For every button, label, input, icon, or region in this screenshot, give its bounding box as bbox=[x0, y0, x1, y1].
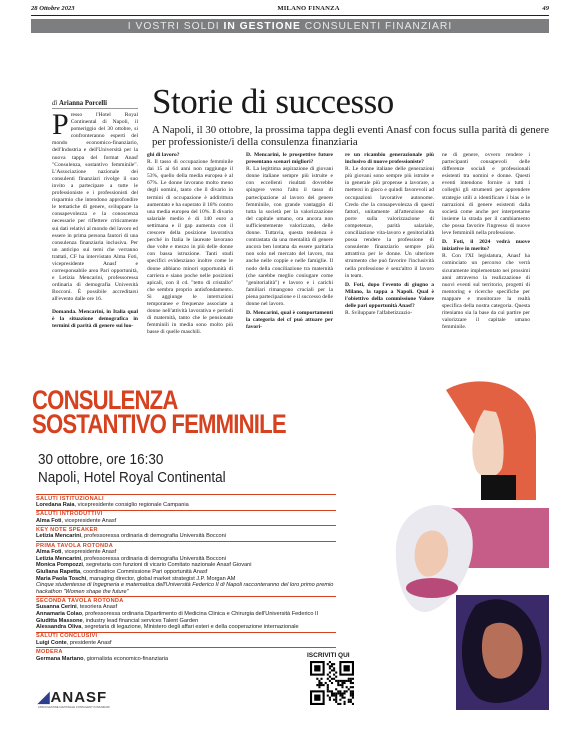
article-column-1 bbox=[52, 108, 138, 330]
article-column-3 bbox=[246, 152, 333, 331]
program-section-heading: SECONDA TAVOLA ROTONDA bbox=[36, 596, 336, 604]
speaker-name: Susanna Cerini bbox=[36, 604, 77, 611]
logo-subtitle: ASSOCIAZIONE NAZIONALE CONSULENTI FINANZIARI bbox=[38, 706, 110, 709]
speaker-name: Luigi Conte bbox=[36, 639, 67, 646]
question: re un ricambio generazionale più inclusivo di nuove professioniste? bbox=[345, 152, 434, 166]
speaker-name: Germana Martano bbox=[36, 655, 84, 662]
speaker-role: , presidente Anasf bbox=[66, 639, 112, 646]
speaker-role: , vicepresidente Anasf bbox=[61, 549, 117, 556]
qr-label: ISCRIVITI QUI bbox=[307, 652, 350, 659]
logo-text: ◢ANASF bbox=[38, 689, 108, 706]
article-column-2 bbox=[147, 152, 233, 336]
section-band bbox=[31, 19, 549, 33]
speaker-role: , professoressa ordinaria Dipartimento di Medicina Clinica e Chirurgia dell'Università Federico II bbox=[82, 611, 319, 617]
column-1-text: resso l'Hotel Royal Continental di Napoli, il pomeriggio del 30 ottobre, si confronteranno esperti del mondo economico-finanziario, dell'Industria e dell'Università per la nuova tappa del format Anasf "Consulenza, sostantivo femminile". L'Associazione nazionale dei consulenti finanziari rivolge il suo invito a partecipare a tutte le professioniste e i professionisti del risparmio che intendono approfondire le tematiche di genere, sviluppare la consapevolezza e la conoscenza necessarie per riflettere criticamente sui dati relativi al mondo del lavoro ed essere in prima persona fautori di una consulenza finanziaria inclusiva. Per un anticipo sui temi che verranno trattati, CF ha intervistato Alma Foti, vicepresidente Anasf e corresponsabile area Pari opportunità, e Letizia Mencarini, professoressa ordinaria di demografia Università Bocconi. È possibile accreditarsi all'evento dalle ore 16. bbox=[52, 112, 138, 303]
page-number: 49 bbox=[542, 5, 549, 12]
program-speaker bbox=[36, 576, 336, 583]
speaker-name: Annamaria Colao bbox=[36, 611, 83, 617]
question: ghi di lavoro? bbox=[147, 152, 180, 158]
header-rule bbox=[31, 15, 549, 16]
speaker-name: Monica Pompozzi bbox=[36, 562, 83, 569]
page-header bbox=[31, 3, 549, 14]
speaker-role: , vicepresidente consiglio regionale Campania bbox=[74, 502, 189, 509]
logo-name: ANASF bbox=[50, 689, 108, 706]
program-section-heading: MODERA bbox=[36, 647, 336, 655]
speaker-role: , professoressa ordinaria di demografia Università Bocconi bbox=[81, 533, 226, 540]
program-speaker bbox=[36, 549, 336, 556]
answer: R. Sviluppare l'alfabetizzazio- bbox=[345, 310, 413, 317]
answer: R. Con l'XI legislatura, Anasf ha cominciato un percorso che verrà sicuramente implementato nei prossimi anni attraverso la realizzazione di nuovi eventi sul territorio, progetti di mentoring e ricerche specifiche per mappare e monitorare la realtà specifica della nostra categoria. Questa riteniamo sia la base da cui partire per valorizzare il capitale umano femminile. bbox=[442, 253, 530, 331]
speaker-name: Giuliana Rapetta bbox=[36, 568, 81, 575]
promo-date-venue bbox=[38, 451, 226, 487]
program-note: Cinque studentesse di Ingegneria e matematica dell'Università Federico II di Napoli racconteranno del loro primo premio hackathon "Women shape the future" bbox=[36, 582, 334, 595]
program-section-heading: SALUTI CONCLUSIVI bbox=[36, 632, 336, 640]
answer: ne di genere, ovvero rendere i partecipanti consapevoli delle differenze sociali e professionali esistenti tra uomini e donne. Questi eventi intendono fornire a tutti i colleghi gli strumenti per apprendere strategie utili a identificare i bias e le narrazioni di genere esistenti dalla società come anche per interpretarne insieme la strada per il cambiamento che possa favorire l'ingresso di nuove leve femminili nella professione. bbox=[442, 152, 530, 237]
program-speaker bbox=[36, 533, 336, 540]
speaker-name: Alessandra Oliva bbox=[36, 624, 82, 631]
program-speaker bbox=[36, 618, 336, 625]
program-speaker bbox=[36, 624, 336, 631]
speaker-name: Letizia Mencarini bbox=[36, 533, 82, 540]
event-program bbox=[36, 493, 336, 662]
answer: R. Le donne italiane delle generazioni più giovani sono sempre più istruite e in generale più propense a lavorare, a mettersi in gioco e quindi favorevoli ad occupazioni lavorative autonome. Credo che la consapevolezza di questi fattori, unitamente all'attenzione da porre sulla valorizzazione di competenze, parità salariale, conciliazione vita-lavoro e genitorialità possa rendere la professione di consulente finanziario sempre più attrattiva per le donne. Un ulteriore strumento che può favorire l'inclusività nella professione è senz'altro il lavoro in team. bbox=[345, 166, 434, 279]
program-speaker bbox=[36, 611, 336, 618]
program-speaker bbox=[36, 502, 336, 509]
speaker-role: , managing director, global market strategist J.P. Morgan AM bbox=[86, 575, 236, 582]
question: D. Mencarini, qual è comportamenti la categoria dei cf può attuare per favori- bbox=[246, 310, 333, 331]
question: Domanda. Mencarini, in Italia qual è la situazione demografica in termini di parità di genere sui luo- bbox=[52, 308, 138, 329]
question: D. Mencarini, le prospettive future presentano scenari migliori? bbox=[246, 152, 333, 166]
speaker-role: , professoressa ordinaria di demografia Università Bocconi bbox=[81, 555, 226, 562]
speaker-role: , segretaria di legazione, Ministero degli affari esteri e della cooperazione internazionale bbox=[81, 624, 299, 631]
headline: Storie di successo bbox=[152, 82, 394, 121]
program-speaker bbox=[36, 569, 336, 576]
issue-date: 28 Ottobre 2023 bbox=[31, 5, 75, 12]
promo-title bbox=[32, 385, 286, 439]
answer: R. Il tasso di occupazione femminile dai 15 ai 64 anni non raggiunge il 53%, quello della media europea è al 67%. Le donne lavorano molto meno degli uomini, tanto che il divario in termini di occupazione è addirittura aumentato e ha superato il 18% contro una media europea del 10%. Il divario salariale medio è di 140 euro a settimana e il gap aumenta con il crescere della posizione lavorativa perché in Italia le laureate lavorano due volte e mezzo in più delle donne con bassa istruzione. Tanti studi specifici evidenziano inoltre come le donne abbiano minori opportunità di carriera e siano poche nelle posizioni apicali, con il cd. "tetto di cristallo" che sembra proprio antisfondamento. Si aggiunge le interruzioni temporanee e frequenze associate a donne nell'attività lavorativa e periodi di maternità, tanto che le pensionate femminili in media sono molto più basse di quelle maschili. bbox=[147, 159, 233, 336]
program-speaker bbox=[36, 604, 336, 611]
byline-author: Arianna Porcelli bbox=[59, 100, 108, 107]
band-part-1: I VOSTRI SOLDI bbox=[127, 20, 220, 32]
drop-cap: P bbox=[52, 108, 69, 141]
speaker-role: , tesoriera Anasf bbox=[76, 604, 118, 611]
question: D. Foti, il 2024 vedrà nuove iniziative in merito? bbox=[442, 239, 530, 253]
speaker-role: , giornalista economico-finanziaria bbox=[83, 655, 169, 662]
publication-name: MILANO FINANZA bbox=[277, 5, 340, 12]
speaker-role: , coordinatrice Commissione Pari opportunità Anasf bbox=[80, 568, 208, 575]
program-speaker bbox=[36, 556, 336, 563]
speaker-name: Alma Foti bbox=[36, 517, 62, 524]
speaker-role: , segretaria con funzioni di vicario Comitato nazionale Anasf Giovani bbox=[82, 562, 252, 569]
speaker-name: Letizia Mencarini bbox=[36, 555, 82, 562]
band-part-3: CONSULENTI FINANZIARI bbox=[304, 20, 453, 32]
program-section-heading: KEY NOTE SPEAKER bbox=[36, 525, 336, 533]
program-speaker bbox=[36, 562, 336, 569]
promo-title-line-2: SOSTANTIVO FEMMINILE bbox=[32, 409, 286, 439]
band-part-2: IN GESTIONE bbox=[223, 20, 301, 32]
event-venue: Napoli, Hotel Royal Continental bbox=[38, 469, 226, 486]
qr-code[interactable] bbox=[310, 661, 354, 705]
program-section-heading: SALUTI INTRODUTTIVI bbox=[36, 510, 336, 518]
program-speaker bbox=[36, 656, 336, 663]
speaker-name: Giuditta Massone bbox=[36, 617, 83, 624]
article-column-4 bbox=[345, 152, 434, 317]
byline-prefix: di bbox=[52, 100, 58, 107]
speaker-name: Loredana Raia bbox=[36, 502, 75, 509]
speaker-role: , industry lead financial services Talent Garden bbox=[82, 617, 199, 624]
women-illustration bbox=[386, 380, 549, 710]
speaker-role: , vicepresidente Anasf bbox=[61, 517, 117, 524]
program-section-heading: PRIMA TAVOLA ROTONDA bbox=[36, 541, 336, 549]
program-section-heading: SALUTI ISTITUZIONALI bbox=[36, 494, 336, 502]
program-speaker bbox=[36, 640, 336, 647]
question: D. Foti, dopo l'evento di giugno a Milano, la tappa a Napoli. Qual è l'obiettivo della commissione Valore delle pari opportunità Anasf? bbox=[345, 281, 434, 309]
program-speaker bbox=[36, 518, 336, 525]
promo-title-line-1: CONSULENZA bbox=[32, 385, 178, 415]
article-column-5 bbox=[442, 152, 530, 331]
answer: R. La legittima aspirazione di giovani donne italiane sempre più istruite e con eccellenti risultati dovrebbe spingere verso l'alto il tasso di partecipazione al lavoro del genere femminile, con grande vantaggio di tutta la società per la valorizzazione del capitale umano, ora ancora non sufficientemente valorizzato, delle donne. Tuttavia, questa tendenza è contrastata da una mentalità di genere ancora ben lontana da essere paritaria non solo nel mercato del lavoro, ma anche nelle coppie e nelle famiglie. Il nodo della conciliazione tra maternità (che sarebbe meglio coniugare come "genitorialità") e lavoro e i carichi familiari rimangono cruciali per la piena partecipazione e il successo delle donne nel lavoro. bbox=[246, 166, 334, 307]
speaker-name: Maria Paola Toschi bbox=[36, 575, 87, 582]
anasf-logo bbox=[38, 688, 110, 709]
event-date: 30 ottobre, ore 16:30 bbox=[38, 451, 164, 468]
speaker-name: Alma Foti bbox=[36, 549, 62, 556]
subheadline: A Napoli, il 30 ottobre, la prossima tappa degli eventi Anasf con focus sulla parità di genere per professioniste/i della consulenza finanziaria bbox=[152, 124, 549, 148]
